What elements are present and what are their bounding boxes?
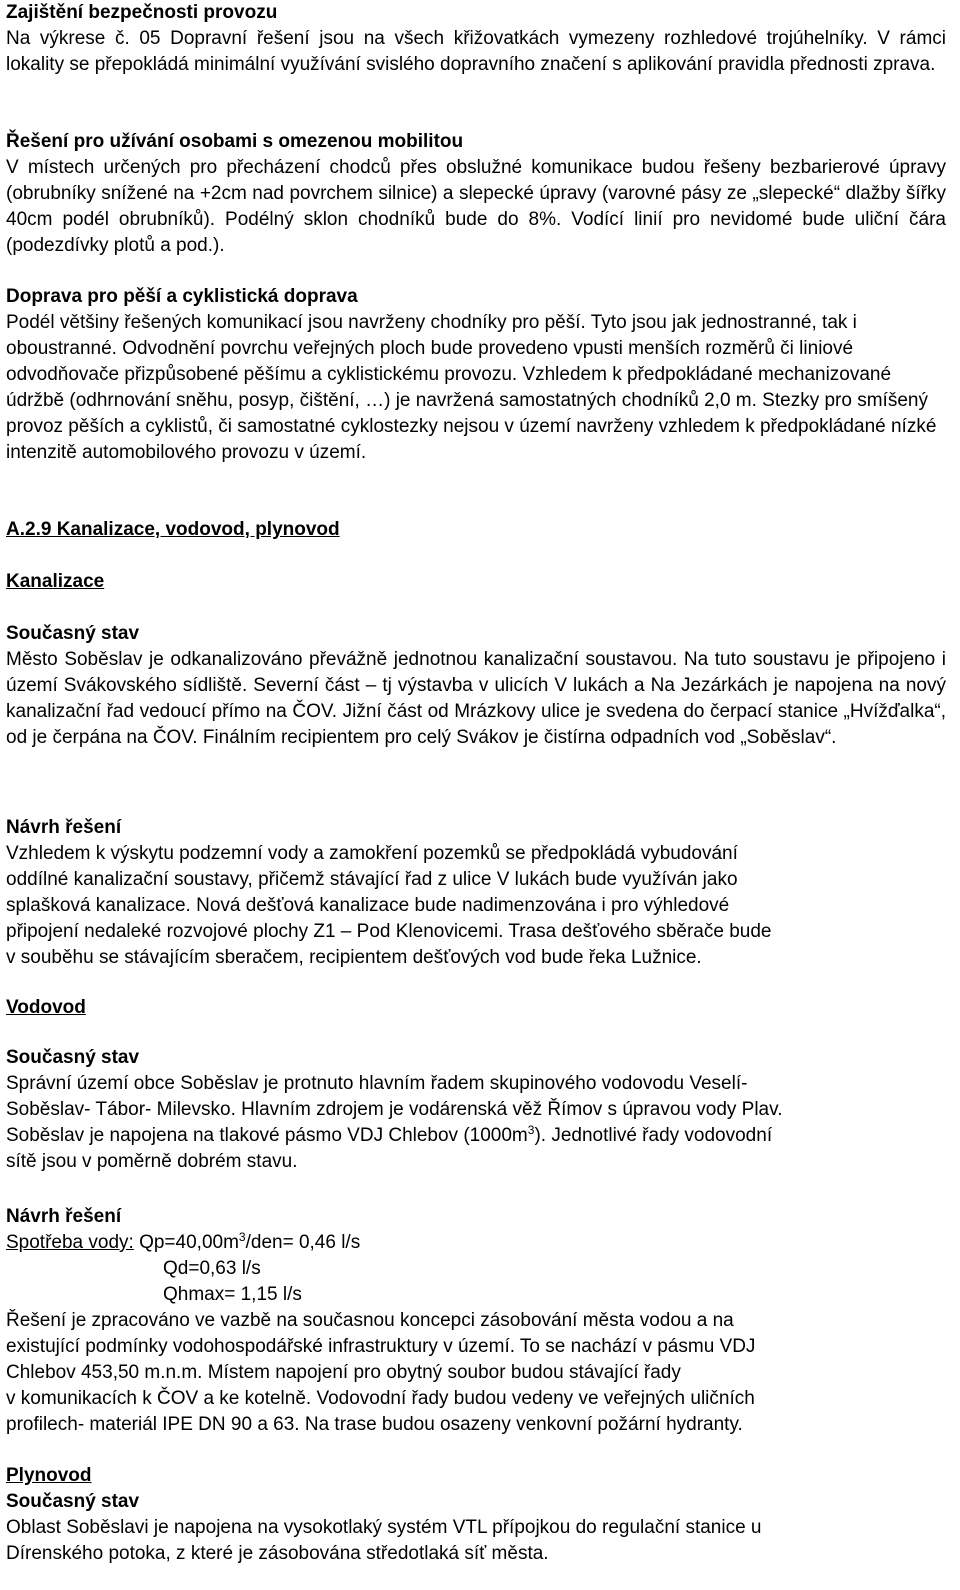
water-qp-sup: 3 xyxy=(238,1230,246,1244)
sewer-proposal-line: oddílné kanalizační soustavy, přičemž stávající řad z ulice V lukách bude využíván jako xyxy=(6,869,738,890)
section-gas xyxy=(6,1463,946,1567)
section-pedestrian-title: Doprava pro pěší a cyklistická doprava xyxy=(6,286,358,307)
water-proposal-title: Návrh řešení xyxy=(6,1206,122,1227)
water-current-line: Soběslav- Tábor- Milevsko. Hlavním zdrojem je vodárenská věž Římov s úpravou vody Plav. xyxy=(6,1099,783,1120)
water-current-line xyxy=(6,1123,946,1149)
gas-title: Plynovod xyxy=(6,1465,92,1486)
sewer-proposal-line: Vzhledem k výskytu podzemní vody a zamokření pozemků se předpokládá vybudování xyxy=(6,843,738,864)
water-title: Vodovod xyxy=(6,997,86,1018)
sewer-current-title: Současný stav xyxy=(6,623,140,644)
water-proposal-line: profilech- materiál IPE DN 90 a 63. Na trase budou osazeny venkovní požární hydranty. xyxy=(6,1414,743,1435)
section-mobility-title: Řešení pro užívání osobami s omezenou mobilitou xyxy=(6,131,464,152)
water-current-title: Současný stav xyxy=(6,1047,140,1068)
water-line3-sup: 3 xyxy=(527,1123,535,1137)
sewer-proposal-title: Návrh řešení xyxy=(6,817,122,838)
gas-current-line: Oblast Soběslavi je napojena na vysokotlaký systém VTL přípojkou do regulační stanice u xyxy=(6,1517,762,1538)
water-current xyxy=(6,1045,946,1175)
section-safety xyxy=(6,0,946,78)
chapter-title: A.2.9 Kanalizace, vodovod, plynovod xyxy=(6,519,340,540)
sewer-proposal-line: splašková kanalizace. Nová dešťová kanalizace bude nadimenzována i pro výhledové xyxy=(6,895,730,916)
water-proposal-line: v komunikacích k ČOV a ke kotelně. Vodovodní řady budou vedeny ve veřejných uličních xyxy=(6,1388,755,1409)
water-proposal-line: existující podmínky vodohospodářské infrastruktury v území. To se nachází v pásmu VDJ xyxy=(6,1336,756,1357)
section-mobility-text: V místech určených pro přecházení chodců přes obslužné komunikace budou řešeny bezbarierové úpravy (obrubníky snížené na +2cm nad povrchem silnice) a slepecké úpravy (varovné pásy ze „slepecké“ dlažby šířky 40cm podél obrubníků). Podélný sklon chodníků bude do 8%. Vodící linií pro nevidomé bude uliční čára (podezdívky plotů a pod.). xyxy=(6,157,946,256)
section-pedestrian xyxy=(6,284,946,466)
section-mobility xyxy=(6,129,946,259)
gas-current-line: Dírenského potoka, z které je zásobována středotlaká síť města. xyxy=(6,1543,549,1564)
section-safety-title: Zajištění bezpečnosti provozu xyxy=(6,2,278,23)
water-qd: Qd=0,63 l/s xyxy=(163,1258,261,1279)
water-current-line: sítě jsou v poměrně dobrém stavu. xyxy=(6,1151,298,1172)
gas-current-title: Současný stav xyxy=(6,1491,140,1512)
sewer-current-text: Město Soběslav je odkanalizováno převážně jednotnou kanalizační soustavou. Na tuto soustavu je připojeno i území Svákovského sídliště. Severní část – tj výstavba v ulicích V lukách a Na Jezárkách je napojena na nový kanalizační řad vedoucí přímo na ČOV. Jižní část od Mrázkovy ulice je svedena do čerpací stanice „Hvížďalka“, od je čerpána na ČOV. Finálním recipientem pro celý Svákov je čistírna odpadních vod „Soběslav“. xyxy=(6,649,946,748)
water-current-line: Správní území obce Soběslav je protnuto hlavním řadem skupinového vodovodu Veselí- xyxy=(6,1073,748,1094)
water-qhmax: Qhmax= 1,15 l/s xyxy=(163,1284,302,1305)
sewer-title: Kanalizace xyxy=(6,571,105,592)
section-pedestrian-text: Podél většiny řešených komunikací jsou navrženy chodníky pro pěší. Tyto jsou jak jednostranné, tak i oboustranné. Odvodnění povrchu veřejných ploch bude provedeno vpusti menších rozměrů či liniové odvodňovače přizpůsobené pěšímu a cyklistickému provozu. Vzhledem k předpokládané mechanizované údržbě (odhrnování sněhu, posyp, čištění, …) je navržená samostatných chodníků 2,0 m. Stezky pro smíšený provoz pěších a cyklistů, či samostatné cyklostezky nejsou v území navrženy vzhledem k předpokládané nízké intenzitě automobilového provozu v území. xyxy=(6,312,937,463)
section-water xyxy=(6,995,946,1021)
water-qp-post: /den= 0,46 l/s xyxy=(245,1232,361,1253)
section-safety-text: Na výkrese č. 05 Dopravní řešení jsou na všech křižovatkách vymezeny rozhledové trojúhelníky. V rámci lokality se přepokládá minimální využívání svislého dopravního značení s aplikování pravidla přednosti zprava. xyxy=(6,28,946,75)
section-sewer xyxy=(6,569,946,595)
chapter-heading xyxy=(6,517,946,543)
water-consumption-line xyxy=(6,1230,946,1256)
water-proposal-line: Řešení je zpracováno ve vazbě na současnou koncepci zásobování města vodou a na xyxy=(6,1310,734,1331)
water-proposal xyxy=(6,1204,946,1438)
sewer-proposal-line: připojení nedaleké rozvojové plochy Z1 – Pod Klenovicemi. Trasa dešťového sběrače bude xyxy=(6,921,772,942)
sewer-current xyxy=(6,621,946,751)
water-qp-pre: Qp=40,00m xyxy=(133,1232,239,1253)
water-proposal-line: Chlebov 453,50 m.n.m. Místem napojení pro obytný soubor budou stávající řady xyxy=(6,1362,681,1383)
sewer-proposal-line: v souběhu se stávajícím sberačem, recipientem dešťových vod bude řeka Lužnice. xyxy=(6,947,702,968)
water-line3-pre: Soběslav je napojena na tlakové pásmo VDJ Chlebov (1000m xyxy=(6,1125,528,1146)
water-consumption-label: Spotřeba vody: xyxy=(6,1232,134,1253)
water-line3-post: ). Jednotlivé řady vodovodní xyxy=(534,1125,773,1146)
sewer-proposal xyxy=(6,815,946,971)
